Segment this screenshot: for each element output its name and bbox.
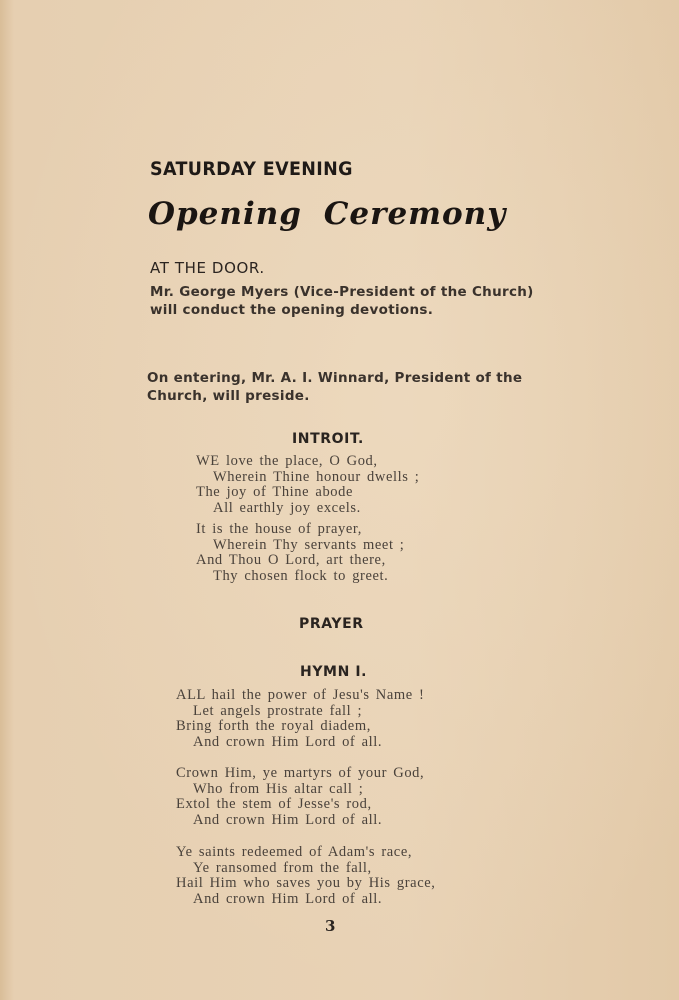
- paragraph-president-presides: [147, 369, 522, 405]
- verse-line: Ye saints redeemed of Adam's race,: [176, 844, 413, 860]
- verse-line: And crown Him Lord of all.: [193, 811, 383, 828]
- verse-line: Ye ransomed from the fall,: [193, 859, 372, 876]
- verse-line: Let angels prostrate fall ;: [193, 702, 363, 719]
- verse-line: And crown Him Lord of all.: [193, 733, 383, 750]
- subheading: AT THE DOOR.: [150, 259, 265, 277]
- section-heading: SATURDAY EVENING: [150, 158, 353, 180]
- paragraph-line: Mr. George Myers (Vice-President of the Church): [150, 284, 534, 300]
- verse-line: Wherein Thine honour dwells ;: [213, 468, 420, 485]
- verse-line: ALL hail the power of Jesu's Name !: [176, 687, 425, 703]
- hymn-heading: HYMN I.: [300, 664, 368, 680]
- verse-line: It is the house of prayer,: [196, 521, 362, 537]
- verse-line: The joy of Thine abode: [196, 484, 354, 501]
- hymn-stanza-1: [176, 688, 424, 750]
- verse-line: Who from His altar call ;: [193, 780, 364, 797]
- paragraph-line: On entering, Mr. A. I. Winnard, President of the: [147, 370, 523, 386]
- verse-line: And crown Him Lord of all.: [193, 890, 383, 907]
- introit-stanza-1: [196, 454, 419, 516]
- hymn-stanza-3: [176, 845, 436, 907]
- paragraph-line: Church, will preside.: [147, 388, 310, 404]
- introit-heading: INTROIT.: [292, 431, 364, 447]
- verse-line: Thy chosen flock to greet.: [213, 567, 389, 584]
- introit-stanza-2: [196, 522, 404, 584]
- verse-line: Wherein Thy servants meet ;: [213, 536, 405, 553]
- verse-line: And Thou O Lord, art there,: [196, 552, 386, 569]
- paragraph-opening-devotions: [150, 283, 534, 319]
- verse-line: All earthly joy excels.: [213, 499, 361, 516]
- verse-line: Crown Him, ye martyrs of your God,: [176, 765, 425, 781]
- page-number: 3: [325, 917, 336, 935]
- verse-line: Hail Him who saves you by His grace,: [176, 875, 436, 892]
- verse-line: Bring forth the royal diadem,: [176, 718, 371, 735]
- hymn-stanza-2: [176, 766, 424, 828]
- paragraph-line: will conduct the opening devotions.: [150, 302, 434, 318]
- verse-line: Extol the stem of Jesse's rod,: [176, 796, 372, 813]
- verse-line: WE love the place, O God,: [196, 453, 378, 469]
- prayer-heading: PRAYER: [299, 616, 364, 632]
- page-title: Opening Ceremony: [148, 196, 507, 232]
